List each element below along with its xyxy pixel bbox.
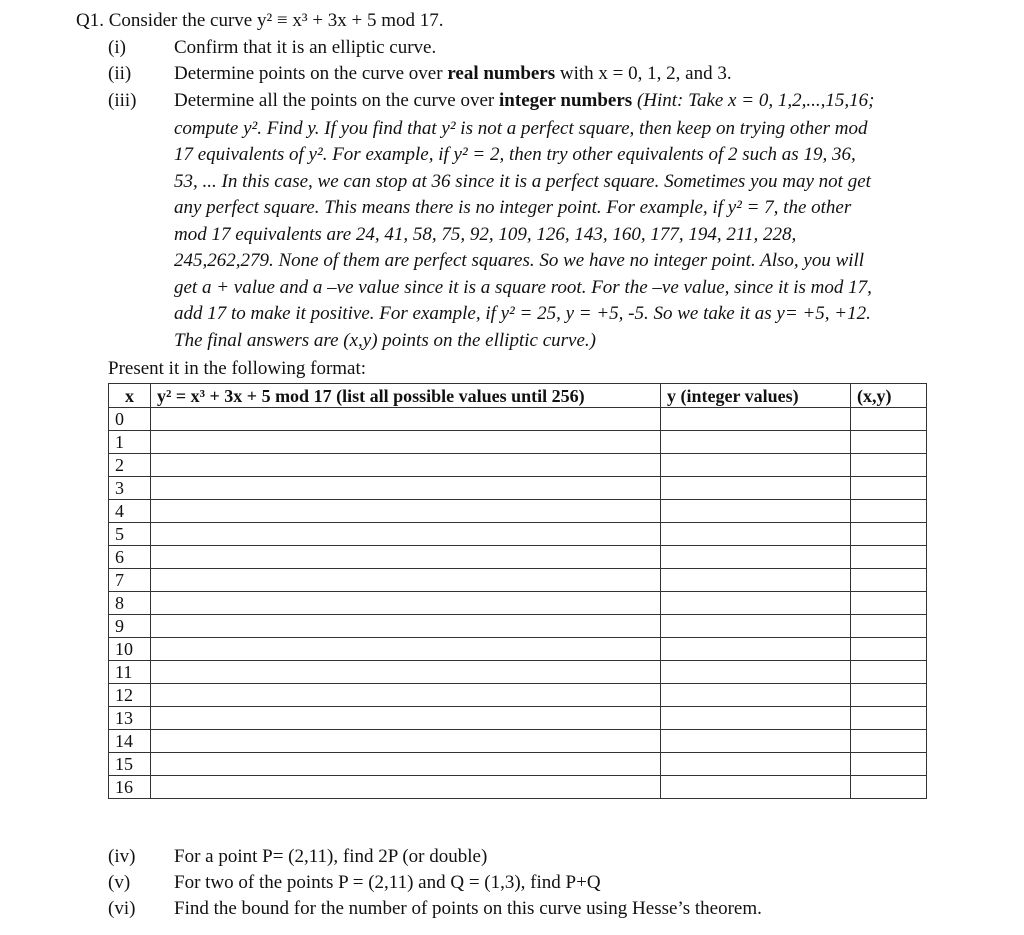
cell-points[interactable] bbox=[851, 753, 927, 776]
cell-x: 10 bbox=[109, 638, 151, 661]
cell-y-values[interactable] bbox=[661, 661, 851, 684]
cell-points[interactable] bbox=[851, 615, 927, 638]
hint-line: 53, ... In this case, we can stop at 36 since it is a perfect square. Sometimes you may not get bbox=[174, 171, 871, 192]
table-row bbox=[109, 638, 927, 661]
cell-points[interactable] bbox=[851, 431, 927, 454]
part-number: (iv) bbox=[108, 846, 136, 867]
part-text bbox=[174, 63, 732, 85]
header-y-values: y (integer values) bbox=[661, 384, 851, 408]
part-vi bbox=[0, 896, 1024, 922]
header-y-squared: y² = x³ + 3x + 5 mod 17 (list all possible values until 256) bbox=[151, 384, 661, 408]
hint-line: add 17 to make it positive. For example, if y² = 25, y = +5, -5. So we take it as y= +5, +12. bbox=[174, 303, 871, 324]
cell-x: 4 bbox=[109, 500, 151, 523]
part-number: (vi) bbox=[108, 898, 136, 919]
part-text-pre: Determine all the points on the curve over bbox=[174, 90, 500, 111]
cell-x: 1 bbox=[109, 431, 151, 454]
cell-y-values[interactable] bbox=[661, 523, 851, 546]
cell-y-values[interactable] bbox=[661, 431, 851, 454]
cell-points[interactable] bbox=[851, 546, 927, 569]
part-text: Find the bound for the number of points on this curve using Hesse’s theorem. bbox=[174, 898, 762, 919]
cell-x: 11 bbox=[109, 661, 151, 684]
table-row bbox=[109, 707, 927, 730]
cell-y-values[interactable] bbox=[661, 638, 851, 661]
part-ii bbox=[0, 63, 1024, 89]
cell-y-values[interactable] bbox=[661, 592, 851, 615]
cell-y-squared[interactable] bbox=[151, 707, 661, 730]
table-row bbox=[109, 730, 927, 753]
part-text: Confirm that it is an elliptic curve. bbox=[174, 37, 437, 58]
cell-y-values[interactable] bbox=[661, 569, 851, 592]
cell-y-squared[interactable] bbox=[151, 523, 661, 546]
table-header-row bbox=[109, 384, 927, 408]
table-row bbox=[109, 431, 927, 454]
cell-y-values[interactable] bbox=[661, 454, 851, 477]
cell-y-squared[interactable] bbox=[151, 753, 661, 776]
hint-line: mod 17 equivalents are 24, 41, 58, 75, 92, 109, 126, 143, 160, 177, 194, 211, 228, bbox=[174, 224, 797, 245]
table-row bbox=[109, 408, 927, 431]
hint-line: 245,262,279. None of them are perfect squares. So we have no integer point. Also, you will bbox=[174, 250, 865, 271]
part-number: (ii) bbox=[108, 63, 132, 84]
table-row bbox=[109, 661, 927, 684]
cell-points[interactable] bbox=[851, 592, 927, 615]
cell-points[interactable] bbox=[851, 707, 927, 730]
cell-points[interactable] bbox=[851, 454, 927, 477]
table-row bbox=[109, 684, 927, 707]
cell-y-values[interactable] bbox=[661, 615, 851, 638]
table-row bbox=[109, 569, 927, 592]
cell-points[interactable] bbox=[851, 638, 927, 661]
cell-x: 9 bbox=[109, 615, 151, 638]
cell-points[interactable] bbox=[851, 730, 927, 753]
cell-y-values[interactable] bbox=[661, 546, 851, 569]
cell-y-squared[interactable] bbox=[151, 592, 661, 615]
hint-line: get a + value and a –ve value since it is a square root. For the –ve value, since it is mod 17, bbox=[174, 277, 872, 298]
header-x: x bbox=[109, 384, 151, 408]
cell-y-values[interactable] bbox=[661, 477, 851, 500]
cell-y-squared[interactable] bbox=[151, 454, 661, 477]
part-text: For two of the points P = (2,11) and Q = (1,3), find P+Q bbox=[174, 872, 601, 893]
points-table bbox=[108, 383, 927, 799]
table-row bbox=[109, 500, 927, 523]
cell-y-squared[interactable] bbox=[151, 638, 661, 661]
part-text: For a point P= (2,11), find 2P (or double) bbox=[174, 846, 488, 867]
part-text-bold: real numbers bbox=[447, 63, 556, 84]
cell-y-values[interactable] bbox=[661, 408, 851, 431]
part-number: (v) bbox=[108, 872, 131, 893]
cell-y-squared[interactable] bbox=[151, 730, 661, 753]
cell-y-values[interactable] bbox=[661, 776, 851, 799]
cell-y-squared[interactable] bbox=[151, 500, 661, 523]
cell-x: 13 bbox=[109, 707, 151, 730]
cell-y-squared[interactable] bbox=[151, 615, 661, 638]
question-title: Q1. Consider the curve y² ≡ x³ + 3x + 5 mod 17. bbox=[76, 10, 444, 31]
table-row bbox=[109, 546, 927, 569]
cell-y-squared[interactable] bbox=[151, 776, 661, 799]
cell-y-squared[interactable] bbox=[151, 431, 661, 454]
table-row bbox=[109, 776, 927, 799]
cell-y-values[interactable] bbox=[661, 500, 851, 523]
part-v bbox=[0, 870, 1024, 896]
part-text-post: with x = 0, 1, 2, and 3. bbox=[555, 63, 732, 84]
cell-points[interactable] bbox=[851, 661, 927, 684]
hint-line: 17 equivalents of y². For example, if y² = 2, then try other equivalents of 2 such as 19, 36, bbox=[174, 144, 856, 165]
cell-y-values[interactable] bbox=[661, 707, 851, 730]
cell-x: 6 bbox=[109, 546, 151, 569]
cell-points[interactable] bbox=[851, 776, 927, 799]
cell-x: 5 bbox=[109, 523, 151, 546]
part-iii bbox=[0, 90, 1024, 116]
table-row bbox=[109, 615, 927, 638]
present-label: Present it in the following format: bbox=[108, 358, 367, 379]
cell-points[interactable] bbox=[851, 569, 927, 592]
part-text-pre: Determine points on the curve over bbox=[174, 63, 448, 84]
cell-y-values[interactable] bbox=[661, 753, 851, 776]
cell-y-squared[interactable] bbox=[151, 546, 661, 569]
cell-x: 3 bbox=[109, 477, 151, 500]
table-row bbox=[109, 753, 927, 776]
cell-y-values[interactable] bbox=[661, 684, 851, 707]
cell-x: 0 bbox=[109, 408, 151, 431]
cell-points[interactable] bbox=[851, 477, 927, 500]
part-number: (iii) bbox=[108, 90, 137, 111]
cell-x: 2 bbox=[109, 454, 151, 477]
part-iv bbox=[0, 844, 1024, 870]
cell-points[interactable] bbox=[851, 523, 927, 546]
header-points: (x,y) bbox=[851, 384, 927, 408]
cell-y-squared[interactable] bbox=[151, 661, 661, 684]
cell-x: 8 bbox=[109, 592, 151, 615]
cell-y-squared[interactable] bbox=[151, 477, 661, 500]
part-text-bold: integer numbers bbox=[499, 90, 633, 111]
cell-y-values[interactable] bbox=[661, 730, 851, 753]
cell-x: 16 bbox=[109, 776, 151, 799]
cell-x: 15 bbox=[109, 753, 151, 776]
cell-x: 12 bbox=[109, 684, 151, 707]
table-row bbox=[109, 454, 927, 477]
part-text bbox=[174, 90, 874, 112]
hint-line: The final answers are (x,y) points on the elliptic curve.) bbox=[174, 330, 596, 351]
part-number: (i) bbox=[108, 37, 126, 58]
cell-points[interactable] bbox=[851, 684, 927, 707]
cell-points[interactable] bbox=[851, 408, 927, 431]
cell-y-squared[interactable] bbox=[151, 408, 661, 431]
table-row bbox=[109, 477, 927, 500]
cell-y-squared[interactable] bbox=[151, 684, 661, 707]
cell-y-squared[interactable] bbox=[151, 569, 661, 592]
part-i bbox=[0, 37, 1024, 63]
cell-points[interactable] bbox=[851, 500, 927, 523]
table-row bbox=[109, 523, 927, 546]
cell-x: 7 bbox=[109, 569, 151, 592]
hint-line: any perfect square. This means there is no integer point. For example, if y² = 7, the other bbox=[174, 197, 852, 218]
part-text-post: (Hint: Take x = 0, 1,2,...,15,16; bbox=[632, 90, 875, 111]
cell-x: 14 bbox=[109, 730, 151, 753]
table-row bbox=[109, 592, 927, 615]
hint-line: compute y². Find y. If you find that y² is not a perfect square, then keep on trying other mod bbox=[174, 118, 868, 139]
